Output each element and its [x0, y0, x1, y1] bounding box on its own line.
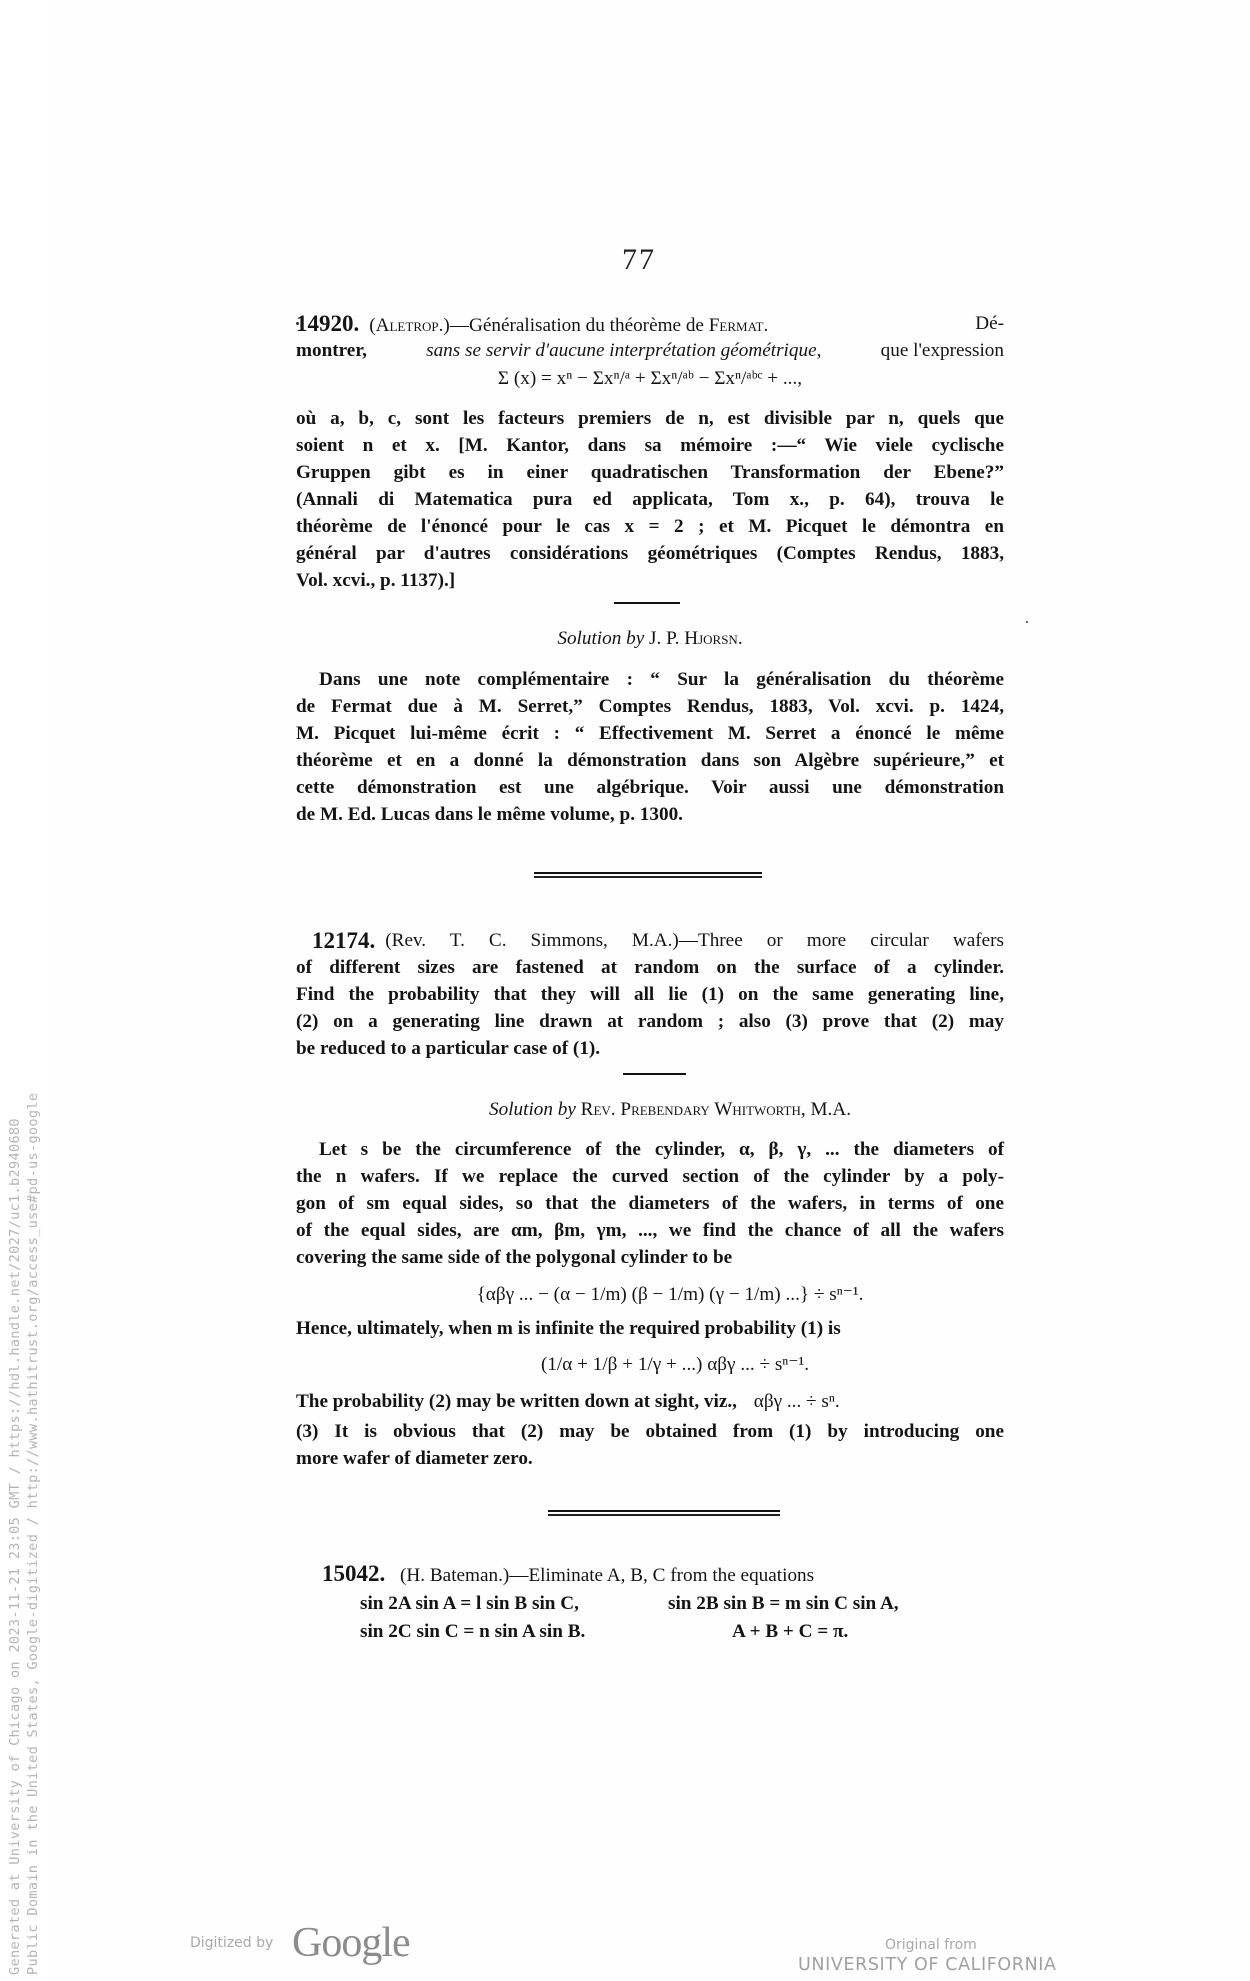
- problem-12174-line: (2) on a generating line drawn at random ; also (3) prove that (2) may: [296, 1011, 1004, 1032]
- problem-15042-heading: [322, 1561, 1030, 1589]
- italic-phrase: sans se servir d'aucune interprétation géométrique,: [426, 340, 822, 361]
- formula-chance: {αβγ ... − (α − 1/m) (β − 1/m) (γ − 1/m) ...} ÷ sⁿ⁻¹.: [476, 1284, 864, 1305]
- short-rule: [614, 602, 680, 604]
- solution-line: M. Picquet lui-même écrit : “ Effectivement M. Serret a énoncé le même: [296, 723, 1004, 744]
- problem-12174-line: be reduced to a particular case of (1).: [296, 1038, 601, 1059]
- solution-line: gon of sm equal sides, so that the diameters of the wafers, in terms of one: [296, 1193, 1004, 1214]
- solution-heading: [280, 626, 1020, 652]
- scan-speck: [1026, 621, 1028, 623]
- equation-3: sin 2C sin C = n sin A sin B.: [360, 1621, 586, 1642]
- solution-line: de Fermat due à M. Serret,” Comptes Rendus, 1883, Vol. xcvi. p. 1424,: [296, 696, 1004, 717]
- problem-author: (Aletrop.): [369, 315, 450, 336]
- problem-12174-heading: [312, 928, 1004, 954]
- equation-2: sin 2B sin B = m sin C sin A,: [668, 1593, 899, 1614]
- probability-2-formula: αβγ ... ÷ sⁿ.: [753, 1391, 840, 1412]
- problem-14920-line: (Annali di Matematica pura ed applicata, Tom x., p. 64), trouva le: [296, 489, 1004, 510]
- solution-author: Rev. Prebendary Whitworth, M.A.: [580, 1099, 851, 1120]
- solution-line: Let s be the circumference of the cylinder, α, β, γ, ... the diameters of: [319, 1139, 1004, 1160]
- university-label: UNIVERSITY OF CALIFORNIA: [798, 1955, 1057, 1975]
- short-rule: [623, 1073, 686, 1075]
- solution-line: théorème et en a donné la démonstration dans son Algèbre supérieure,” et: [296, 750, 1004, 771]
- solution-line: the n wafers. If we replace the curved section of the cylinder by a poly-: [296, 1166, 1004, 1187]
- hathitrust-watermark: [0, 0, 50, 1981]
- text-fragment: montrer,: [296, 340, 367, 361]
- original-from-label: Original from: [885, 1937, 977, 1953]
- problem-14920-line-2: [296, 338, 1004, 364]
- section-double-rule: [548, 1510, 780, 1516]
- solution-heading: [300, 1097, 1040, 1123]
- text-fragment: que l'expression: [880, 340, 1004, 361]
- problem-14920-line: soient n et x. [M. Kantor, dans sa mémoire :—“ Wie viele cyclische: [296, 435, 1004, 456]
- solution-by-label: Solution by: [557, 628, 645, 649]
- probability-2-line: [296, 1389, 1004, 1415]
- problem-number: 15042.: [322, 1561, 386, 1586]
- formula-sigma: Σ (x) = xⁿ − Σxⁿ/ᵃ + Σxⁿ/ᵃᵇ − Σxⁿ/ᵃᵇᶜ + ...,: [497, 368, 803, 389]
- solution-line: de M. Ed. Lucas dans le même volume, p. 1300.: [296, 804, 683, 825]
- problem-12174-line: of different sizes are fastened at random on the surface of a cylinder.: [296, 957, 1004, 978]
- problem-statement: (H. Bateman.)—Eliminate A, B, C from the equations: [400, 1565, 815, 1586]
- problem-14920-heading: [296, 311, 1004, 339]
- problem-statement: (Rev. T. C. Simmons, M.A.)—Three or more circular wafers: [385, 930, 1004, 951]
- problem-number: 12174.: [312, 928, 376, 953]
- problem-number: 14920.: [296, 311, 360, 336]
- watermark-line-1: Generated at University of Chicago on 2023-11-21 23:05 GMT / https://hdl.handle.net/2027/uc1.b2940680: [7, 1118, 23, 1975]
- fermat-name: Fermat.: [708, 315, 769, 336]
- problem-14920-line: Gruppen gibt es in einer quadratischen Transformation der Ebene?”: [296, 462, 1004, 483]
- problem-14920-line: théorème de l'énoncé pour le cas x = 2 ; et M. Picquet le démontra en: [296, 516, 1004, 537]
- problem-14920-line: où a, b, c, sont les facteurs premiers de n, est divisible par n, quels que: [296, 408, 1004, 429]
- google-logo: Google: [292, 1920, 410, 1966]
- section-double-rule: [534, 872, 762, 878]
- obvious-line: (3) It is obvious that (2) may be obtained from (1) by introducing one: [296, 1421, 1004, 1442]
- solution-author: J. P. Hjorsn.: [649, 628, 743, 649]
- hyphen-fragment: Dé-: [975, 313, 1004, 334]
- solution-by-label: Solution by: [489, 1099, 576, 1120]
- problem-14920-line: Vol. xcvi., p. 1137).]: [296, 570, 456, 591]
- hence-line: Hence, ultimately, when m is infinite the required probability (1) is: [296, 1318, 841, 1339]
- equation-1: sin 2A sin A = l sin B sin C,: [360, 1593, 579, 1614]
- problem-12174-line: Find the probability that they will all lie (1) on the same generating line,: [296, 984, 1004, 1005]
- solution-line: cette démonstration est une algébrique. Voir aussi une démonstration: [296, 777, 1004, 798]
- probability-2-text: The probability (2) may be written down at sight, viz.,: [296, 1391, 737, 1412]
- digitized-by-label: Digitized by: [190, 1935, 274, 1951]
- problem-14920-line: général par d'autres considérations géométriques (Comptes Rendus, 1883,: [296, 543, 1004, 564]
- equation-4: A + B + C = π.: [732, 1621, 849, 1642]
- problem-title: —Généralisation du théorème de: [449, 315, 704, 336]
- page-number: 77: [622, 243, 656, 276]
- obvious-line: more wafer of diameter zero.: [296, 1448, 533, 1469]
- solution-line: covering the same side of the polygonal cylinder to be: [296, 1247, 733, 1268]
- watermark-line-2: Public Domain in the United States, Google-digitized / http://www.hathitrust.org/access_use#pd-us-google: [25, 1092, 41, 1975]
- solution-line: of the equal sides, are αm, βm, γm, ..., we find the chance of all the wafers: [296, 1220, 1004, 1241]
- formula-probability-1: (1/α + 1/β + 1/γ + ...) αβγ ... ÷ sⁿ⁻¹.: [540, 1354, 810, 1375]
- solution-line: Dans une note complémentaire : “ Sur la généralisation du théorème: [319, 669, 1004, 690]
